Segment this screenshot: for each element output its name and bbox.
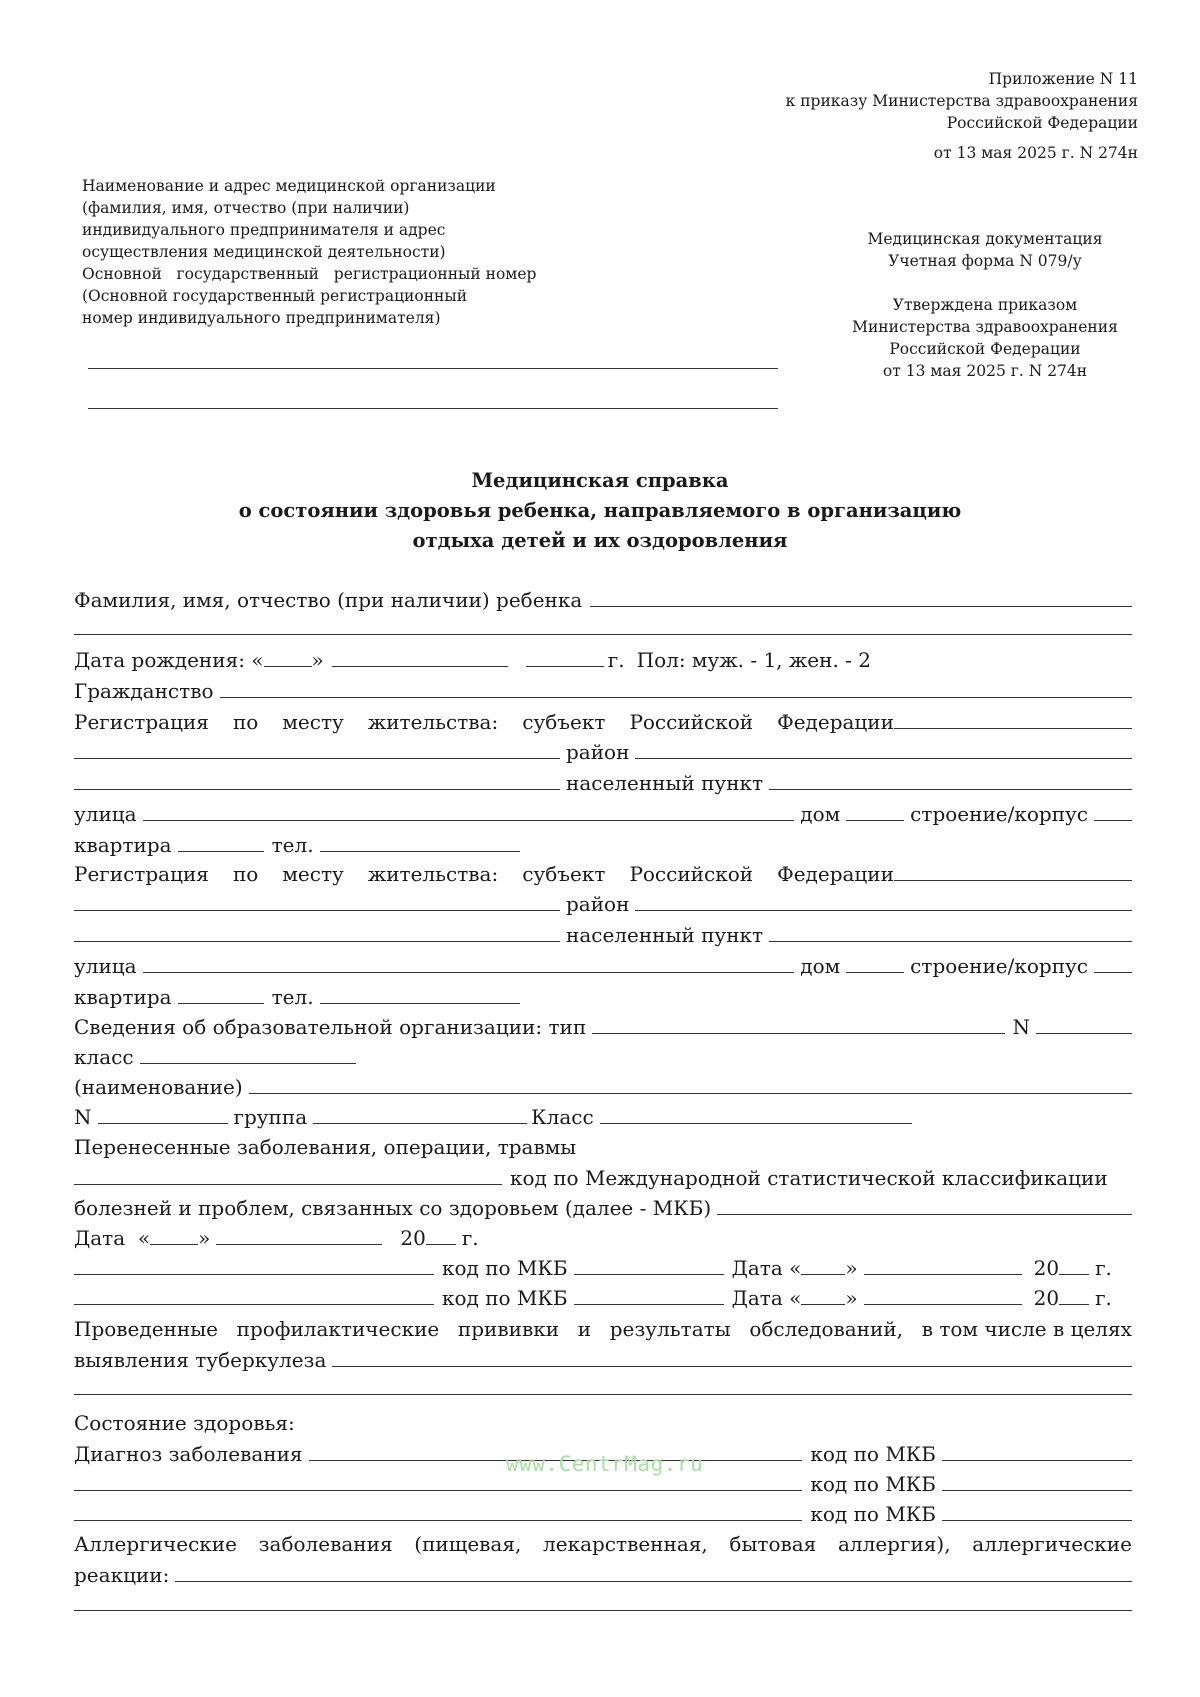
phone-label: тел. xyxy=(271,833,314,857)
year-field-1[interactable] xyxy=(1059,1254,1089,1275)
group-row xyxy=(74,1103,1132,1129)
vacc-word: профилактические xyxy=(236,1317,440,1341)
date-word: Дата « xyxy=(731,1256,802,1280)
district-prefix-field[interactable] xyxy=(74,738,560,759)
quote-close: » xyxy=(198,1226,211,1250)
apartment-label: квартира xyxy=(74,833,172,857)
date-year-field[interactable] xyxy=(426,1224,456,1245)
month-field-2[interactable] xyxy=(864,1284,1022,1305)
group-field[interactable] xyxy=(313,1103,527,1124)
reg-word: по xyxy=(232,862,259,886)
street-field[interactable] xyxy=(143,800,795,821)
birth-month-field[interactable] xyxy=(332,646,508,667)
vacc-word: и xyxy=(577,1317,592,1341)
icd-cont-row xyxy=(74,1194,1132,1220)
building-field-2[interactable] xyxy=(1094,952,1132,973)
vaccinations-row xyxy=(74,1316,1132,1342)
watermark: www.CentrMag.ru xyxy=(506,1452,704,1476)
birth-date-row xyxy=(74,646,1132,672)
district-field-2[interactable] xyxy=(635,890,1132,911)
allergy-word: бытовая xyxy=(729,1532,817,1556)
house-label-2: дом xyxy=(800,954,841,978)
edu-name-field[interactable] xyxy=(249,1073,1132,1094)
disease-row-2 xyxy=(74,1284,1132,1310)
title-line-2: о состоянии здоровья ребенка, направляемого в организацию xyxy=(238,499,962,522)
building-label: строение/корпус xyxy=(910,802,1088,826)
allergy-word: аллергические xyxy=(972,1532,1132,1556)
day-field-1[interactable] xyxy=(801,1254,845,1275)
day-field-2[interactable] xyxy=(801,1284,845,1305)
reactions-field-2[interactable] xyxy=(74,1590,1132,1611)
reg-word: субъект xyxy=(522,862,606,886)
form-ministry: Министерства здравоохранения xyxy=(852,318,1118,336)
street-row-2 xyxy=(74,952,1132,978)
reactions-label: реакции: xyxy=(74,1563,170,1587)
quote-close: » xyxy=(845,1286,858,1310)
past-diseases-label: Перенесенные заболевания, операции, травмы xyxy=(74,1135,577,1159)
org-line: (Основной государственный регистрационный xyxy=(82,287,468,305)
edu-type-field[interactable] xyxy=(592,1013,1004,1034)
citizenship-row xyxy=(74,677,1132,703)
tb-field[interactable] xyxy=(332,1346,1132,1367)
reg-word: субъект xyxy=(522,710,606,734)
reg-word: Российской xyxy=(629,862,754,886)
vacc-word: прививки xyxy=(457,1317,560,1341)
building-label-2: строение/корпус xyxy=(910,954,1088,978)
vacc-word: результаты xyxy=(609,1317,731,1341)
icd-code-field[interactable] xyxy=(717,1194,1132,1215)
house-label: дом xyxy=(800,802,841,826)
reg-word: Регистрация xyxy=(74,862,209,886)
allergy-word: лекарственная, xyxy=(543,1532,708,1556)
settlement-prefix-field-2[interactable] xyxy=(74,921,560,942)
street-label-2: улица xyxy=(74,954,137,978)
tb-row-2 xyxy=(74,1374,1132,1400)
district-row-2 xyxy=(74,890,1132,916)
form-date: от 13 мая 2025 г. N 274н xyxy=(882,362,1088,380)
settlement-field[interactable] xyxy=(769,769,1132,790)
past-date-row xyxy=(74,1224,1132,1250)
org-line: индивидуального предпринимателя и адрес xyxy=(82,221,446,239)
citizenship-field[interactable] xyxy=(220,677,1132,698)
class-upper-field[interactable] xyxy=(600,1103,912,1124)
month-field-1[interactable] xyxy=(864,1254,1022,1275)
health-state-label: Состояние здоровья: xyxy=(74,1411,295,1435)
organization-block xyxy=(82,175,536,329)
allergy-word: (пищевая, xyxy=(414,1532,522,1556)
registration-row-1 xyxy=(74,708,1132,734)
reg-subject-field-2[interactable] xyxy=(894,860,1132,881)
document-title xyxy=(0,466,1200,556)
settlement-prefix-field[interactable] xyxy=(74,769,560,790)
district-row-1 xyxy=(74,738,1132,764)
child-name-field-2[interactable] xyxy=(74,614,1132,635)
org-line: (фамилия, имя, отчество (при наличии) xyxy=(82,199,410,217)
diagnosis-row-3 xyxy=(74,1500,1132,1526)
year-suffix: г. xyxy=(1095,1286,1112,1310)
past-diseases-row xyxy=(74,1134,1132,1160)
tb-label: выявления туберкулеза xyxy=(74,1348,327,1372)
edu-org-row xyxy=(74,1013,1132,1039)
icd-label: код по МКБ xyxy=(810,1442,936,1466)
annex-order: к приказу Министерства здравоохранения xyxy=(785,92,1138,110)
settlement-label-2: населенный пункт xyxy=(566,923,764,947)
year-20: 20 xyxy=(400,1226,426,1250)
tb-field-2[interactable] xyxy=(74,1374,1132,1395)
date-day-field[interactable] xyxy=(150,1224,198,1245)
birth-date-label: Дата рождения: « xyxy=(74,648,264,672)
date-month-field[interactable] xyxy=(216,1224,382,1245)
icd-field-2[interactable] xyxy=(574,1284,724,1305)
allergy-word: Аллергические xyxy=(74,1532,237,1556)
reactions-field[interactable] xyxy=(175,1561,1132,1582)
district-label: район xyxy=(566,740,630,764)
date-label: Дата « xyxy=(74,1226,151,1250)
year-suffix: г. xyxy=(1095,1256,1112,1280)
street-label: улица xyxy=(74,802,137,826)
annex-federation: Российской Федерации xyxy=(946,114,1138,132)
disease-field-2[interactable] xyxy=(74,1284,434,1305)
edu-name-label: (наименование) xyxy=(74,1075,243,1099)
diagnosis-icd-2[interactable] xyxy=(942,1470,1132,1491)
reg-word: Федерации xyxy=(777,710,894,734)
org-line: осуществления медицинской деятельности) xyxy=(82,243,446,261)
icd-label: код по МКБ xyxy=(442,1256,568,1280)
apartment-row-2 xyxy=(74,983,1132,1009)
icd-field-1[interactable] xyxy=(574,1254,724,1275)
allergy-word: заболевания xyxy=(258,1532,393,1556)
org-fill-line-1[interactable] xyxy=(88,368,778,369)
icd-full-row xyxy=(74,1164,1132,1190)
apartment-field-2[interactable] xyxy=(178,983,264,1004)
street-field-2[interactable] xyxy=(143,952,795,973)
street-row-1 xyxy=(74,800,1132,826)
vacc-word: в том числе в целях xyxy=(921,1317,1132,1341)
year-20: 20 xyxy=(1033,1256,1060,1280)
org-line: Наименование и адрес медицинской организации xyxy=(82,177,496,195)
apartment-label-2: квартира xyxy=(74,985,172,1009)
quote-close: » xyxy=(845,1256,858,1280)
icd-full-label: код по Международной статистической классификации xyxy=(510,1166,1108,1190)
reg-word: месту xyxy=(282,862,344,886)
reg-subject-field[interactable] xyxy=(894,708,1132,729)
reg-word: жительства: xyxy=(367,710,499,734)
citizenship-label: Гражданство xyxy=(74,679,214,703)
diagnosis-label: Диагноз заболевания xyxy=(74,1442,303,1466)
reg-word: Федерации xyxy=(777,862,894,886)
class-field[interactable] xyxy=(140,1043,356,1064)
annex-date: от 13 мая 2025 г. N 274н xyxy=(933,144,1138,162)
form-federation: Российской Федерации xyxy=(889,340,1081,358)
district-label-2: район xyxy=(566,892,630,916)
date-word: Дата « xyxy=(731,1286,802,1310)
reg-word: Российской xyxy=(629,710,754,734)
birth-day-field[interactable] xyxy=(264,646,312,667)
district-field[interactable] xyxy=(635,738,1132,759)
apartment-field[interactable] xyxy=(178,831,264,852)
title-line-3: отдыха детей и их оздоровления xyxy=(412,529,788,552)
icd-cont-label: болезней и проблем, связанных со здоровьем (далее - МКБ) xyxy=(74,1196,712,1220)
reg-word: жительства: xyxy=(367,862,499,886)
birth-year-field[interactable] xyxy=(526,646,604,667)
reg-word: месту xyxy=(282,710,344,734)
icd-label: код по МКБ xyxy=(442,1286,568,1310)
sex-label: Пол: муж. - 1, жен. - 2 xyxy=(636,648,872,672)
class-upper-label: Класс xyxy=(531,1105,594,1129)
phone-field-2[interactable] xyxy=(320,983,520,1004)
class-label: класс xyxy=(74,1045,134,1069)
edu-org-label: Сведения об образовательной организации: тип xyxy=(74,1015,587,1039)
child-name-field[interactable] xyxy=(590,586,1132,607)
edu-name-row xyxy=(74,1073,1132,1099)
org-line: Основной государственный регистрационный номер xyxy=(82,265,537,283)
group-number-label: N xyxy=(74,1105,92,1129)
settlement-row-2 xyxy=(74,921,1132,947)
class-row xyxy=(74,1043,1132,1069)
apartment-row-1 xyxy=(74,831,1132,857)
tb-row xyxy=(74,1346,1132,1372)
org-fill-line-2[interactable] xyxy=(88,408,778,409)
icd-label: код по МКБ xyxy=(810,1502,936,1526)
annex-number: Приложение N 11 xyxy=(988,70,1138,88)
year-suffix: г. xyxy=(461,1226,479,1250)
building-field[interactable] xyxy=(1094,800,1132,821)
group-number-field[interactable] xyxy=(98,1103,228,1124)
phone-field[interactable] xyxy=(320,831,520,852)
reg-word: Регистрация xyxy=(74,710,209,734)
phone-label-2: тел. xyxy=(271,985,314,1009)
district-prefix-field-2[interactable] xyxy=(74,890,560,911)
settlement-field-2[interactable] xyxy=(769,921,1132,942)
diagnosis-icd-3[interactable] xyxy=(942,1500,1132,1521)
registration-row-2 xyxy=(74,860,1132,886)
diagnosis-field-3[interactable] xyxy=(74,1500,802,1521)
icd-label: код по МКБ xyxy=(810,1472,936,1496)
edu-number-label: N xyxy=(1012,1015,1030,1039)
allergy-word: аллергия), xyxy=(838,1532,951,1556)
reactions-row xyxy=(74,1561,1132,1587)
disease-row-1 xyxy=(74,1254,1132,1280)
vacc-word: Проведенные xyxy=(74,1317,218,1341)
edu-number-field[interactable] xyxy=(1036,1013,1132,1034)
child-name-label: Фамилия, имя, отчество (при наличии) ребенка xyxy=(74,588,583,612)
settlement-row-1 xyxy=(74,769,1132,795)
settlement-label: населенный пункт xyxy=(566,771,764,795)
disease-field-1[interactable] xyxy=(74,1254,434,1275)
group-label: группа xyxy=(233,1105,308,1129)
diagnosis-icd-1[interactable] xyxy=(942,1440,1132,1461)
form-documentation: Медицинская документация xyxy=(867,230,1103,248)
title-line-1: Медицинская справка xyxy=(471,469,729,492)
annex-header xyxy=(786,68,1138,164)
house-field-2[interactable] xyxy=(846,952,904,973)
child-name-row-2 xyxy=(74,614,1132,640)
form-number: Учетная форма N 079/у xyxy=(888,252,1082,270)
year-20: 20 xyxy=(1033,1286,1060,1310)
health-state-row xyxy=(74,1410,1132,1436)
year-suffix: г. xyxy=(607,648,625,672)
child-name-row xyxy=(74,586,1132,612)
year-field-2[interactable] xyxy=(1059,1284,1089,1305)
allergy-row xyxy=(74,1531,1132,1557)
org-line: номер индивидуального предпринимателя) xyxy=(82,309,441,327)
house-field[interactable] xyxy=(846,800,904,821)
reactions-row-2 xyxy=(74,1590,1132,1616)
past-disease-field[interactable] xyxy=(74,1164,502,1185)
form-info-block xyxy=(850,228,1120,382)
vacc-word: обследований, xyxy=(749,1317,904,1341)
form-approved: Утверждена приказом xyxy=(892,296,1078,314)
reg-word: по xyxy=(232,710,259,734)
quote-close: » xyxy=(311,648,324,672)
